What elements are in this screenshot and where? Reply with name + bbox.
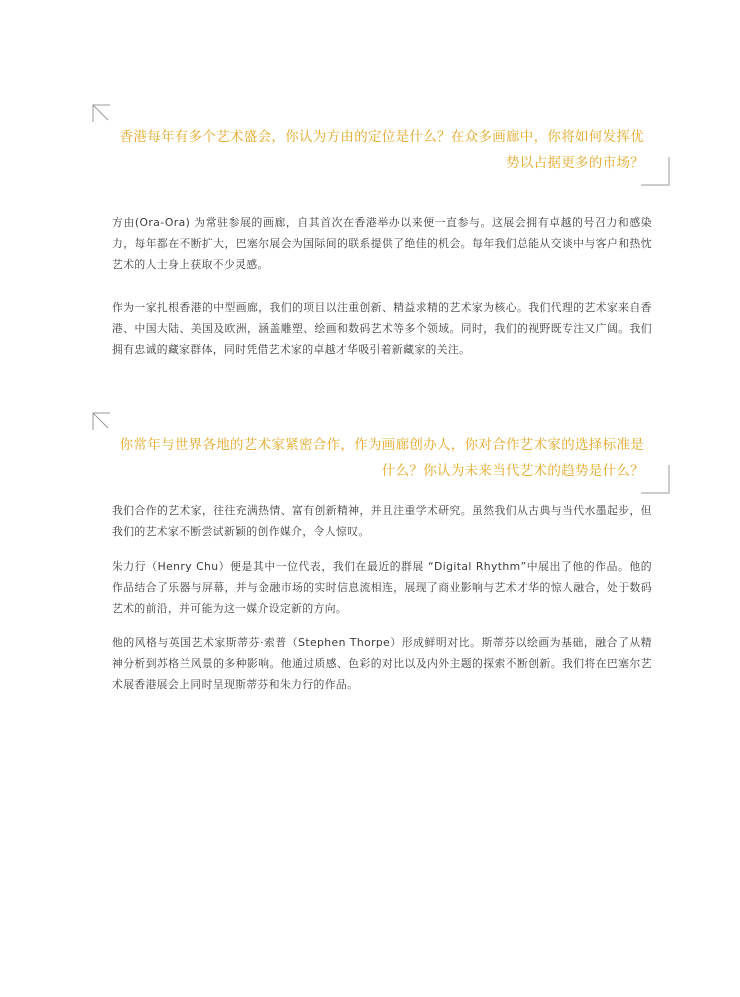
corner-bracket-bottom-right-icon [640, 464, 670, 494]
corner-bracket-top-left-icon [92, 104, 112, 124]
paragraph-2-2: 朱力行（Henry Chu）便是其中一位代表，我们在最近的群展 “Digital Rhythm”中展出了他的作品。他的作品结合了乐器与屏幕，并与金融市场的实时信息流相连，展现了商业影响与艺术才华的惊人融合，处于数码艺术的前沿，并可能为这一媒介设定新的方向。 [112, 560, 652, 615]
question-heading-2: 你常年与世界各地的艺术家紧密合作，作为画廊创办人，你对合作艺术家的选择标准是什么？你认为未来当代艺术的趋势是什么？ [119, 437, 644, 479]
paragraph-1-1: 方由(Ora-Ora) 为常驻参展的画廊，自其首次在香港举办以来便一直参与。这展会拥有卓越的号召力和感染力，每年都在不断扩大，巴塞尔展会为国际间的联系提供了绝佳的机会。每年我们总能从交谈中与客户和热忱艺术的人士身上获取不少灵感。 [112, 216, 652, 271]
question-heading-1: 香港每年有多个艺术盛会，你认为方由的定位是什么？在众多画廊中，你将如何发挥优势以占据更多的市场？ [119, 129, 644, 171]
corner-bracket-top-left-icon [92, 412, 112, 432]
question-block-1 [92, 104, 670, 184]
paragraph-2-1: 我们合作的艺术家，往往充满热情、富有创新精神，并且注重学术研究。虽然我们从古典与当代水墨起步，但我们的艺术家不断尝试新颖的创作媒介，令人惊叹。 [112, 504, 652, 538]
question-block-2 [92, 412, 670, 492]
paragraph-2-3: 他的风格与英国艺术家斯蒂芬·索普（Stephen Thorpe）形成鲜明对比。斯蒂芬以绘画为基础，融合了从精神分析到苏格兰风景的多种影响。他通过质感、色彩的对比以及内外主题的探索不断创新。我们将在巴塞尔艺术展香港展会上同时呈现斯蒂芬和朱力行的作品。 [112, 636, 652, 691]
corner-bracket-bottom-right-icon [640, 156, 670, 186]
paragraph-1-2: 作为一家扎根香港的中型画廊，我们的项目以注重创新、精益求精的艺术家为核心。我们代理的艺术家来自香港、中国大陆、美国及欧洲，涵盖雕塑、绘画和数码艺术等多个领域。同时，我们的视野既专注又广阔。我们拥有忠诚的藏家群体，同时凭借艺术家的卓越才华吸引着新藏家的关注。 [112, 301, 652, 356]
